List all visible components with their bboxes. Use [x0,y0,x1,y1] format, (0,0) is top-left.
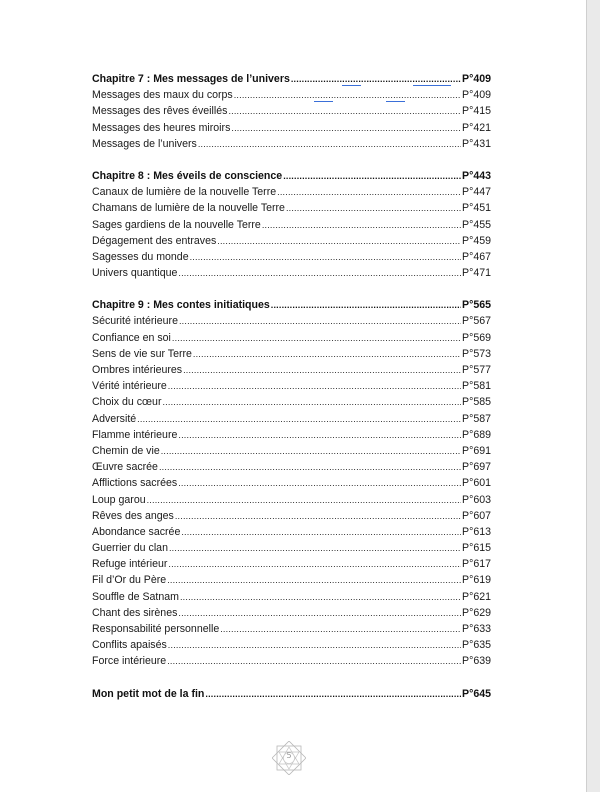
toc-entry-row [92,508,491,524]
toc-heading-row [92,168,491,184]
toc-entry-label: Souffle de Satnam [92,590,179,603]
toc-page-number: P°617 [462,558,491,571]
dot-leader [220,621,461,637]
toc-page-number: P°569 [462,331,491,344]
dot-leader [271,297,461,313]
toc-entry-label: Choix du cœur [92,396,162,409]
toc-entry-label: Rêves des anges [92,509,174,522]
toc-page-number: P°409 [462,89,491,102]
dot-leader [178,605,461,621]
toc-page-number: P°621 [462,590,491,603]
toc-page-number: P°451 [462,202,491,215]
dot-leader [168,378,461,394]
toc-entry-label: Vérité intérieure [92,380,167,393]
dot-leader [217,233,461,249]
toc-entry-label: Flamme intérieure [92,428,178,441]
toc-entry-label: Abondance sacrée [92,525,181,538]
toc-page-number: P°421 [462,121,491,134]
spellcheck-underline [386,101,405,102]
toc-entry-row [92,475,491,491]
toc-entry-row [92,589,491,605]
dot-leader [178,265,461,281]
toc-entry-row [92,492,491,508]
toc-page-number: P°607 [462,509,491,522]
toc-entry-label: Guerrier du clan [92,542,168,555]
toc-entry-label: Messages de l’univers [92,137,197,150]
toc-heading-row [92,297,491,313]
toc-entry-label: Messages des heures miroirs [92,121,231,134]
table-of-contents [92,71,491,718]
dot-leader [231,120,461,136]
dot-leader [168,556,461,572]
toc-page-number: P°409 [462,73,491,85]
toc-page-number: P°635 [462,639,491,652]
dot-leader [234,87,461,103]
dot-leader [193,346,461,362]
toc-page-number: P°619 [462,574,491,587]
toc-entry-row [92,233,491,249]
toc-entry-label: Refuge intérieur [92,558,168,571]
toc-heading-row [92,686,491,702]
toc-page-number: P°565 [462,299,491,312]
page-number: 5 [286,751,292,760]
toc-entry-label: Chant des sirènes [92,606,178,619]
toc-page-number: P°577 [462,364,491,376]
toc-entry-row [92,330,491,346]
toc-page-number: P°581 [462,380,491,393]
toc-entry-label: Force intérieure [92,655,167,668]
toc-page-number: P°585 [462,396,491,409]
dot-leader [277,184,461,200]
dot-leader [178,475,461,491]
toc-entry-row [92,136,491,152]
toc-entry-row [92,394,491,410]
toc-entry-row [92,249,491,265]
toc-page-number: P°443 [462,169,491,182]
dot-leader [175,508,461,524]
toc-entry-row [92,540,491,556]
toc-heading-label: Chapitre 9 : Mes contes initiatiques [92,299,270,312]
toc-section-chapter-9 [92,297,491,669]
dot-leader [167,653,461,669]
dot-leader [228,103,461,119]
toc-page-number: P°455 [462,218,491,231]
toc-entry-row [92,346,491,362]
toc-entry-row [92,556,491,572]
toc-page-number: P°567 [462,315,491,328]
dot-leader [262,217,461,233]
toc-entry-label: Canaux de lumière de la nouvelle Terre [92,186,277,199]
toc-entry-row [92,411,491,427]
toc-page-number: P°633 [462,623,491,635]
toc-page-number: P°689 [462,428,491,441]
toc-entry-row [92,459,491,475]
toc-section-final [92,686,491,702]
dot-leader [161,443,461,459]
dot-leader [180,589,461,605]
toc-entry-row [92,87,491,103]
toc-entry-label: Sagesses du monde [92,250,189,263]
toc-entry-label: Dégagement des entraves [92,234,217,247]
dot-leader [168,637,461,653]
toc-entry-row [92,378,491,394]
toc-entry-row [92,120,491,136]
toc-entry-label: Afflictions sacrées [92,477,178,490]
toc-entry-row [92,265,491,281]
toc-page-number: P°471 [462,267,491,280]
toc-entry-label: Responsabilité personnelle [92,623,220,635]
toc-page-number: P°691 [462,444,491,457]
toc-page-number: P°615 [462,542,491,555]
toc-entry-label: Univers quantique [92,267,178,280]
dot-leader [147,492,461,508]
toc-entry-row [92,637,491,653]
toc-entry-row [92,184,491,200]
toc-page-number: P°467 [462,250,491,263]
toc-page-number: P°587 [462,412,491,425]
toc-heading-label: Mon petit mot de la fin [92,687,205,700]
dot-leader [179,313,461,329]
toc-page-number: P°613 [462,525,491,538]
toc-entry-row [92,427,491,443]
toc-entry-label: Loup garou [92,493,146,506]
toc-entry-row [92,572,491,588]
toc-page-number: P°573 [462,347,491,360]
toc-entry-row [92,200,491,216]
toc-entry-label: Confiance en soi [92,331,171,344]
dot-leader [283,168,461,184]
dot-leader [169,540,461,556]
toc-heading-row [92,71,491,87]
toc-entry-label: Œuvre sacrée [92,461,158,474]
toc-entry-label: Messages des maux du corps [92,89,233,102]
toc-page-number: P°603 [462,493,491,506]
toc-entry-row [92,524,491,540]
dot-leader [205,686,461,702]
dot-leader [159,459,461,475]
toc-heading-label: Chapitre 8 : Mes éveils de conscience [92,169,283,182]
toc-page-number: P°447 [462,186,491,199]
toc-entry-label: Chemin de vie [92,444,160,457]
toc-entry-row [92,443,491,459]
toc-entry-row [92,605,491,621]
toc-page-number: P°645 [462,687,491,700]
toc-entry-label: Conflits apaisés [92,639,167,652]
toc-section-chapter-8 [92,168,491,281]
toc-page-number: P°459 [462,234,491,247]
spellcheck-underline [413,85,451,86]
toc-entry-label: Ombres intérieures [92,364,183,376]
toc-entry-label: Chamans de lumière de la nouvelle Terre [92,202,285,215]
toc-section-chapter-7 [92,71,491,152]
toc-entry-row [92,621,491,637]
toc-entry-label: Fil d’Or du Père [92,574,167,587]
dot-leader [190,249,461,265]
toc-entry-row [92,313,491,329]
toc-entry-row [92,362,491,378]
dot-leader [162,394,461,410]
dot-leader [286,200,461,216]
toc-page-number: P°697 [462,461,491,474]
toc-page-number: P°601 [462,477,491,490]
dot-leader [183,362,461,378]
toc-entry-row [92,217,491,233]
dot-leader [178,427,461,443]
toc-page-number: P°639 [462,655,491,668]
dot-leader [181,524,461,540]
toc-entry-row [92,653,491,669]
toc-page-number: P°415 [462,105,491,118]
spellcheck-underline [314,101,333,102]
dot-leader [167,572,461,588]
toc-entry-label: Messages des rêves éveillés [92,105,228,118]
toc-entry-label: Sens de vie sur Terre [92,347,192,360]
toc-page-number: P°431 [462,137,491,150]
dot-leader [137,411,461,427]
dot-leader [172,330,461,346]
toc-entry-label: Sages gardiens de la nouvelle Terre [92,218,261,231]
dot-leader [198,136,461,152]
vertical-scrollbar[interactable] [587,0,600,792]
toc-page-number: P°629 [462,606,491,619]
toc-entry-label: Adversité [92,412,137,425]
toc-entry-row [92,103,491,119]
toc-entry-label: Sécurité intérieure [92,315,178,328]
toc-heading-label: Chapitre 7 : Mes messages de l’univers [92,73,290,85]
spellcheck-underline [342,85,361,86]
